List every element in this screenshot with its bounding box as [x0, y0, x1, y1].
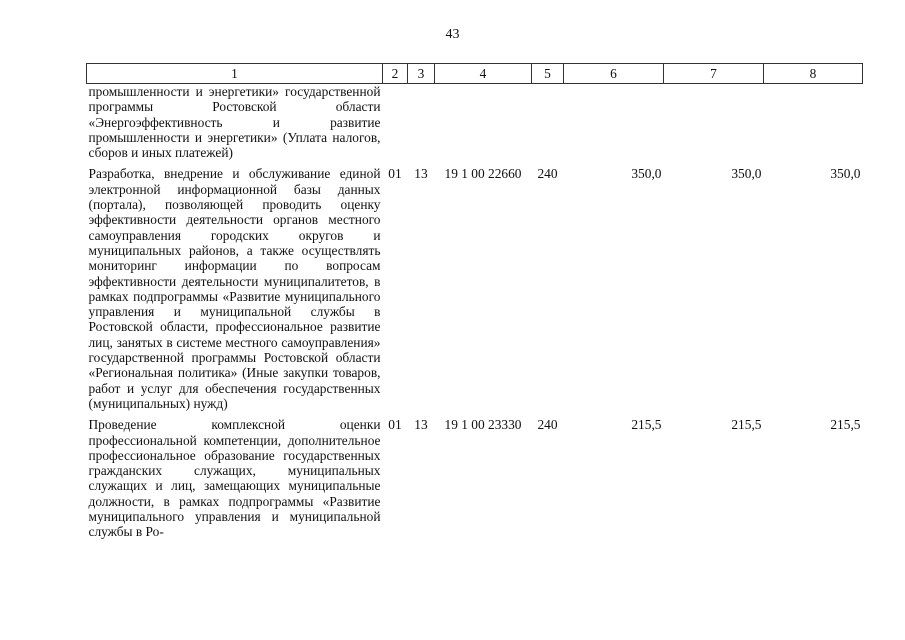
row-target-article: 19 1 00 23330: [444, 417, 522, 433]
row-amount-3: 350,0: [830, 166, 861, 182]
budget-table: [86, 63, 863, 546]
column-header-7: 7: [664, 64, 764, 84]
row-amount-3: [764, 84, 863, 167]
row-target-article: 19 1 00 22660: [444, 166, 522, 182]
table-row: [87, 166, 863, 417]
column-header-4: 4: [435, 64, 532, 84]
table-row: [87, 417, 863, 545]
column-header-2: 2: [383, 64, 408, 84]
page-number: 43: [445, 27, 460, 42]
column-header-5: 5: [532, 64, 564, 84]
row-expense-type: [532, 84, 564, 167]
row-amount-1: 215,5: [631, 417, 662, 433]
row-subsection: 13: [414, 166, 428, 182]
row-amount-2: [664, 84, 764, 167]
row-amount-3: 215,5: [830, 417, 861, 433]
column-header-6: 6: [564, 64, 664, 84]
row-subsection: [408, 84, 435, 167]
row-subsection: 13: [414, 417, 428, 433]
row-description: Проведение комплексной оценки профессиональной компетенции, дополнительное профессиональное образование государственных гражданских служащих, муниципальных служащих и лиц, замещающих муниципальные должности, в рамках подпрограммы «Развитие муниципального управления и муниципальной службы в Ро-: [88, 417, 381, 540]
row-description: промышленности и энергетики» государственной программы Ростовской области «Энергоэффективность и развитие промышленности и энергетики» (Уплата налогов, сборов и иных платежей): [88, 84, 381, 161]
table-row: [87, 84, 863, 167]
row-section: 01: [388, 166, 402, 182]
row-amount-2: 350,0: [731, 166, 762, 182]
row-amount-2: 215,5: [731, 417, 762, 433]
row-description: Разработка, внедрение и обслуживание единой электронной информационной базы данных (портала), позволяющей проводить оценку эффективности деятельности органов местного самоуправления городских округов и муниципальных районов, а также осуществлять мониторинг информации по вопросам эффективности деятельности муниципалитетов, в рамках подпрограммы «Развитие муниципального управления и муниципальной службы в Ростовской области, профессиональное развитие лиц, занятых в системе местного самоуправления» государственной программы Ростовской области «Региональная политика» (Иные закупки товаров, работ и услуг для обеспечения государственных (муниципальных) нужд): [88, 166, 381, 411]
header-row: [87, 64, 863, 84]
column-header-3: 3: [408, 64, 435, 84]
column-header-1: 1: [87, 64, 383, 84]
column-header-8: 8: [764, 64, 863, 84]
row-section: 01: [388, 417, 402, 433]
row-expense-type: 240: [537, 417, 558, 433]
row-amount-1: 350,0: [631, 166, 662, 182]
row-expense-type: 240: [537, 166, 558, 182]
row-target-article: [435, 84, 532, 167]
row-amount-1: [564, 84, 664, 167]
row-section: [383, 84, 408, 167]
